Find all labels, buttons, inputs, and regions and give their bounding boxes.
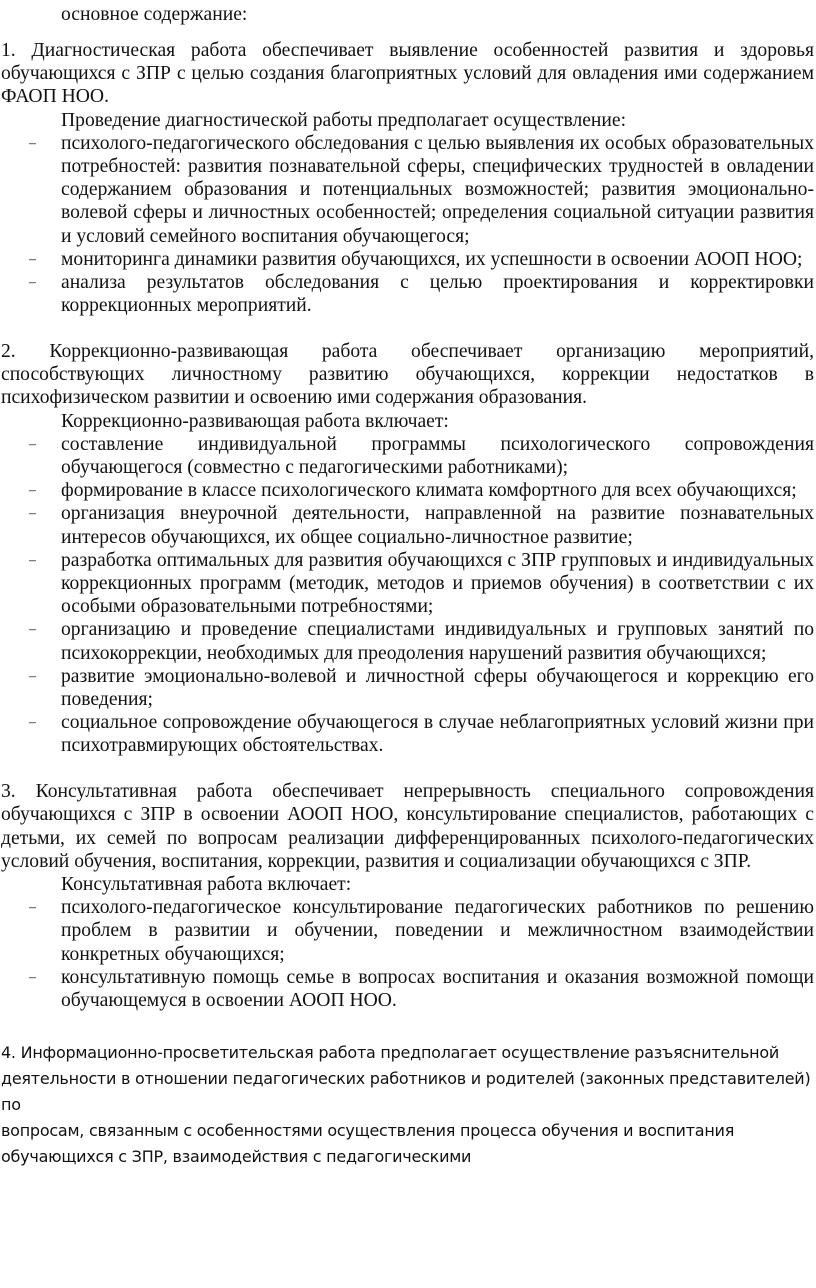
list-item bbox=[1, 132, 814, 248]
dash-icon: – bbox=[29, 135, 36, 151]
dash-icon: – bbox=[29, 900, 36, 916]
dash-icon: – bbox=[29, 436, 36, 452]
section1-list bbox=[1, 132, 814, 318]
list-item bbox=[1, 271, 814, 317]
section3-intro: 3. Консультативная работа обеспечивает непрерывность специального сопровождения обучающихся с ЗПР в освоении АООП НОО, консультирование специалистов, работающих с детьми, их семей по вопросам реализации дифференцированных психолого-педагогических условий обучения, воспитания, коррекции, развития и социализации обучающихся с ЗПР. bbox=[1, 781, 814, 872]
dash-icon: – bbox=[29, 969, 36, 985]
list-item-text: анализа результатов обследования с целью проектирования и корректировки коррекционных мероприятий. bbox=[61, 272, 814, 317]
list-item bbox=[1, 549, 814, 619]
dash-icon: – bbox=[29, 275, 36, 291]
section-gap bbox=[1, 317, 814, 340]
list-item-text: формирование в классе психологического климата комфортного для всех обучающихся; bbox=[61, 480, 797, 502]
section4-line: деятельности в отношении педагогических работников и родителей (законных представителей) по bbox=[1, 1069, 811, 1115]
list-item bbox=[1, 479, 814, 502]
list-item-text: разработка оптимальных для развития обучающихся с ЗПР групповых и индивидуальных коррекционных программ (методик, методов и приемов обучения) в соответствии с их особыми образовательными потребностями; bbox=[61, 549, 814, 618]
list-item bbox=[1, 896, 814, 966]
list-item bbox=[1, 618, 814, 664]
section1-lead: Проведение диагностической работы предполагает осуществление: bbox=[61, 109, 627, 131]
section3-lead: Консультативная работа включает: bbox=[61, 873, 352, 895]
section2-list bbox=[1, 433, 814, 758]
list-item-text: развитие эмоционально-волевой и личностной сферы обучающегося и коррекцию его поведения; bbox=[61, 665, 814, 710]
dash-icon: – bbox=[29, 251, 36, 267]
dash-icon: – bbox=[29, 622, 36, 638]
list-item bbox=[1, 966, 814, 1012]
list-item-text: психолого-педагогическое консультирование педагогических работников по решению проблем в развитии и обучении, поведении и межличностном взаимодействии конкретных обучающихся; bbox=[61, 897, 814, 965]
top-line: основное содержание: bbox=[61, 4, 248, 25]
list-item-text: составление индивидуальной программы психологического сопровождения обучающегося (совместно с педагогическими работниками); bbox=[61, 433, 814, 478]
section-gap bbox=[1, 1012, 814, 1040]
dash-icon: – bbox=[29, 552, 36, 568]
section4-line: вопросам, связанным с особенностями осуществления процесса обучения и воспитания bbox=[1, 1121, 735, 1141]
list-item-text: организация внеурочной деятельности, направленной на развитие познавательных интересов обучающихся, их общее социально-личностное развитие; bbox=[61, 503, 814, 548]
list-item-text: мониторинга динамики развития обучающихся, их успешности в освоении АООП НОО; bbox=[61, 248, 803, 270]
section1-intro: 1. Диагностическая работа обеспечивает выявление особенностей развития и здоровья обучающихся с ЗПР с целью создания благоприятных условий для овладения ими содержанием ФАОП НОО. bbox=[1, 40, 814, 108]
list-item-text: социальное сопровождение обучающегося в случае неблагоприятных условий жизни при психотравмирующих обстоятельствах. bbox=[61, 712, 814, 757]
section4-line: 4. Информационно-просветительская работа предполагает осуществление разъяснительной bbox=[1, 1043, 780, 1063]
section2-intro: 2. Коррекционно-развивающая работа обеспечивает организацию мероприятий, способствующих личностному развитию обучающихся, коррекции недостатков в психофизическом развитии и освоению ими содержания образования. bbox=[1, 340, 814, 409]
list-item bbox=[1, 711, 814, 757]
list-item bbox=[1, 248, 814, 271]
list-item-text: организацию и проведение специалистами индивидуальных и групповых занятий по психокоррекции, необходимых для преодоления нарушений развития обучающихся; bbox=[61, 619, 814, 664]
list-item-text: психолого-педагогического обследования с целью выявления их особых образовательных потребностей: развития познавательной сферы, специфических трудностей в овладении содержанием образования и потенциальных возможностей; развития эмоционально-волевой сферы и личностных особенностей; определения социальной ситуации развития и условий семейного воспитания обучающегося; bbox=[61, 132, 814, 247]
dash-icon: – bbox=[29, 483, 36, 499]
section3-list bbox=[1, 896, 814, 1012]
list-item-text: консультативную помощь семье в вопросах воспитания и оказания возможной помощи обучающемуся в освоении АООП НОО. bbox=[61, 966, 814, 1011]
list-item bbox=[1, 665, 814, 711]
section-gap bbox=[1, 758, 814, 781]
list-item bbox=[1, 433, 814, 479]
dash-icon: – bbox=[29, 506, 36, 522]
list-item bbox=[1, 502, 814, 548]
section4-line: обучающихся с ЗПР, взаимодействия с педагогическими bbox=[1, 1147, 472, 1167]
section2-lead: Коррекционно-развивающая работа включает: bbox=[61, 410, 449, 432]
dash-icon: – bbox=[29, 668, 36, 684]
dash-icon: – bbox=[29, 715, 36, 731]
